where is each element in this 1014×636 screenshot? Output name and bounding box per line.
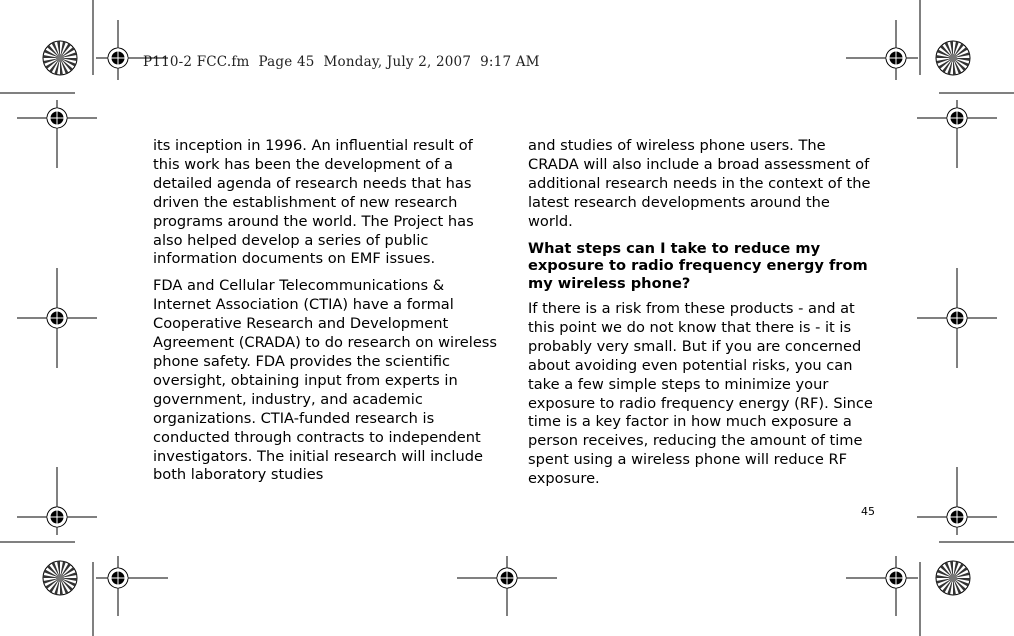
registration-mark-icon bbox=[17, 268, 97, 368]
paragraph-continuation: and studies of wireless phone users. The CRADA will also include a broad assessment of additional research needs in the context of the latest research developments around the world. bbox=[528, 137, 871, 230]
star-target-icon bbox=[936, 41, 970, 75]
registration-mark-icon bbox=[17, 100, 97, 168]
page-number: 45 bbox=[861, 505, 875, 518]
section-question: What steps can I take to reduce my exposure to radio frequency energy from my wireless phone? bbox=[528, 239, 868, 292]
star-target-icon bbox=[43, 41, 77, 75]
registration-mark-icon bbox=[457, 556, 557, 616]
star-target-icon bbox=[43, 561, 77, 595]
paragraph-crada: FDA and Cellular Telecommunications & Internet Association (CTIA) have a formal Cooperative Research and Development Agreement (CRADA) to do research on wireless phone safety. FDA provides the scientific oversight, obtaining input from experts in government, industry, and academic organizations. CTIA-funded research is conducted through contracts to independent investigators. The initial research will include both laboratory studies bbox=[153, 277, 497, 484]
registration-mark-icon bbox=[96, 556, 168, 616]
registration-mark-icon bbox=[917, 467, 997, 535]
paragraph-answer: If there is a risk from these products - and at this point we do not know that there is - it is probably very small. But if you are concerned about avoiding even potential risks, you can take a few simple steps to minimize your exposure to radio frequency energy (RF). Since time is a key factor in how much exposure a person receives, reducing the amount of time spent using a wireless phone will reduce RF exposure. bbox=[528, 300, 873, 488]
print-header: P110-2 FCC.fm Page 45 Monday, July 2, 2007 9:17 AM bbox=[143, 54, 540, 70]
star-target-icon bbox=[936, 561, 970, 595]
registration-mark-icon bbox=[917, 268, 997, 368]
registration-mark-icon bbox=[846, 556, 918, 616]
registration-mark-icon bbox=[917, 100, 997, 168]
paragraph-emf-project: its inception in 1996. An influential result of this work has been the development of a detailed agenda of research needs that has driven the establishment of new research programs around the world. The Project has also helped develop a series of public information documents on EMF issues. bbox=[153, 137, 474, 268]
registration-mark-icon bbox=[96, 20, 168, 80]
registration-mark-icon bbox=[846, 20, 918, 80]
registration-mark-icon bbox=[17, 467, 97, 535]
